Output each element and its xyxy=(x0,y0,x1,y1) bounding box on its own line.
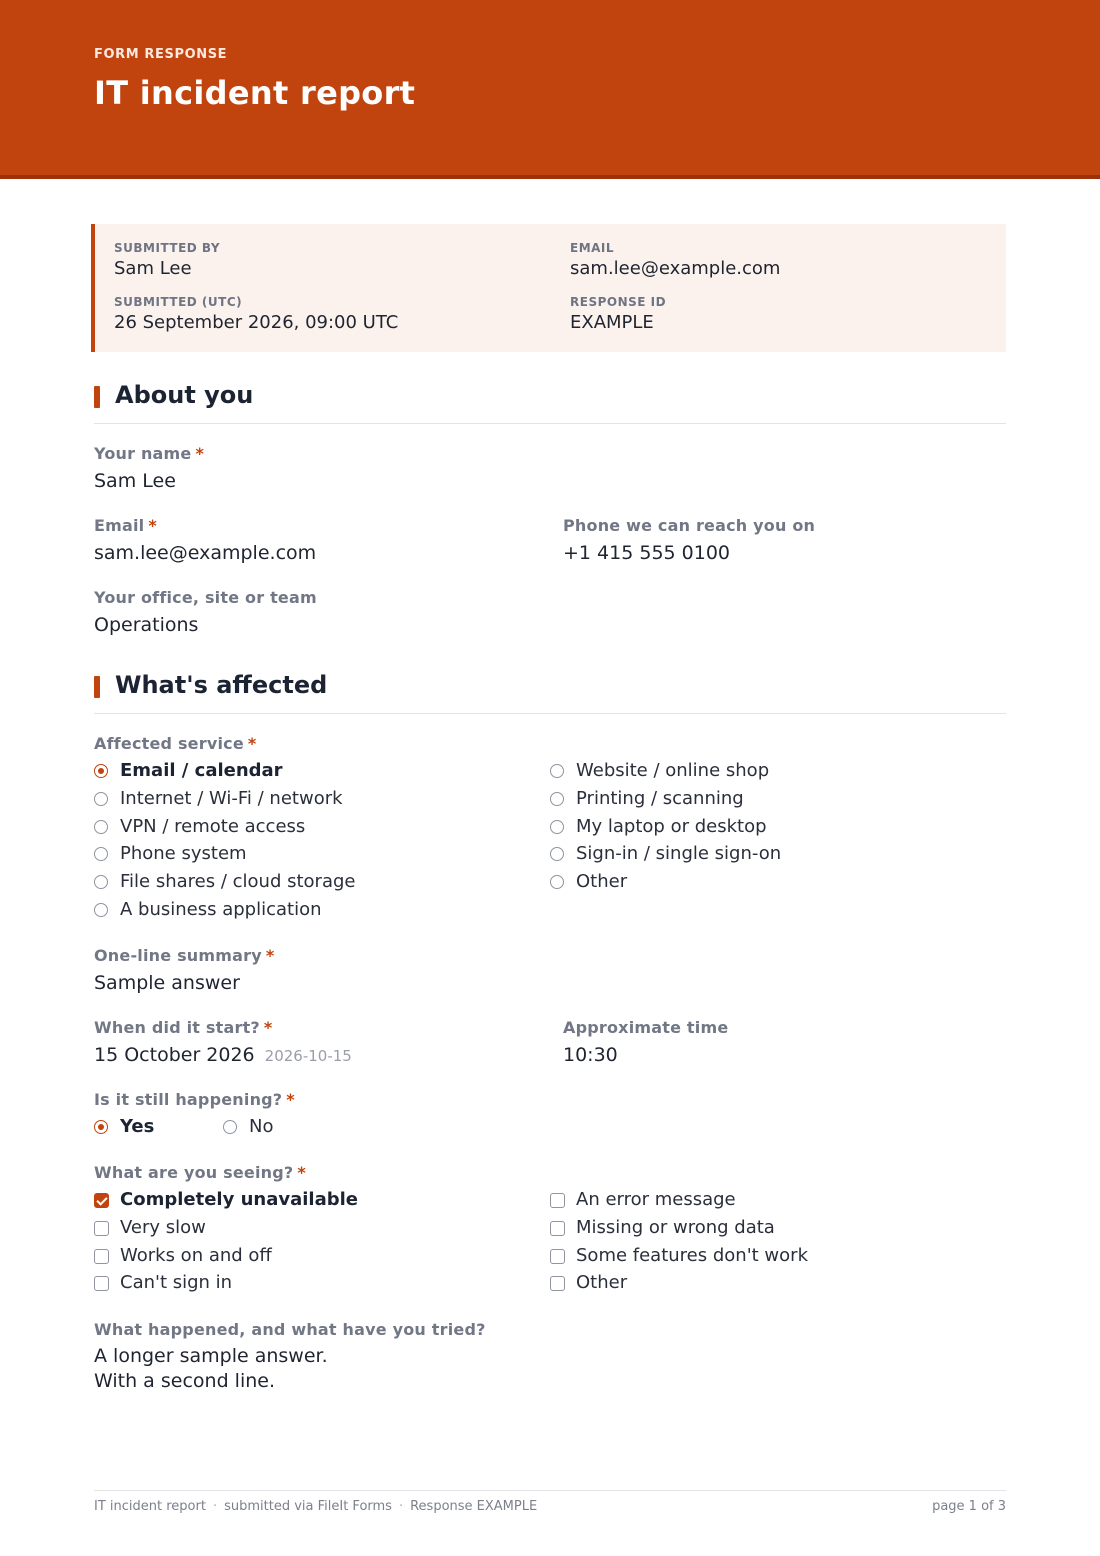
meta-email xyxy=(570,241,780,279)
details-line: A longer sample answer. xyxy=(94,1345,328,1367)
page-number: page 1 of 3 xyxy=(932,1499,1006,1514)
option-label: Yes xyxy=(120,1116,155,1137)
field-label xyxy=(94,1018,352,1037)
option-label: Other xyxy=(576,1272,628,1293)
meta-value: Sam Lee xyxy=(114,258,192,279)
option-label: Some features don't work xyxy=(576,1245,808,1266)
field-label: What happened, and what have you tried? xyxy=(94,1320,486,1339)
option-label: Other xyxy=(576,871,628,892)
header-eyebrow: FORM RESPONSE xyxy=(94,47,228,62)
field-label xyxy=(94,1090,295,1109)
field-value: Sam Lee xyxy=(94,470,176,492)
footer-response: Response EXAMPLE xyxy=(410,1499,538,1514)
option-label: Website / online shop xyxy=(576,760,770,781)
field-label-text: Your name xyxy=(94,444,192,463)
meta-submitted-time xyxy=(114,295,398,333)
radio-icon xyxy=(550,792,564,806)
required-mark: * xyxy=(247,734,257,753)
page-footer xyxy=(94,1490,1006,1514)
option-label: Can't sign in xyxy=(120,1272,233,1293)
field-label xyxy=(94,1163,306,1182)
option-label: VPN / remote access xyxy=(120,816,306,837)
field-value: 10:30 xyxy=(563,1044,618,1066)
footer-form-name: IT incident report xyxy=(94,1499,206,1514)
checkbox-icon xyxy=(94,1221,109,1236)
radio-icon xyxy=(223,1120,237,1134)
option-label: Internet / Wi-Fi / network xyxy=(120,788,343,809)
required-mark: * xyxy=(263,1018,273,1037)
field-label: Phone we can reach you on xyxy=(563,516,816,535)
option-label: Sign-in / single sign-on xyxy=(576,843,782,864)
section-about-you xyxy=(94,382,1006,424)
radio-selected-icon xyxy=(94,1120,108,1134)
meta-value: sam.lee@example.com xyxy=(570,258,781,279)
field-label xyxy=(94,516,316,535)
field-value: sam.lee@example.com xyxy=(94,542,317,564)
section-heading: About you xyxy=(115,381,254,409)
section-heading: What's affected xyxy=(115,671,328,699)
radio-icon xyxy=(94,792,108,806)
option-label: No xyxy=(249,1116,274,1137)
required-mark: * xyxy=(265,946,275,965)
details-line: With a second line. xyxy=(94,1370,275,1392)
field-value: Operations xyxy=(94,614,199,636)
required-mark: * xyxy=(148,516,157,535)
checkbox-checked-icon xyxy=(94,1193,109,1208)
field-summary xyxy=(94,946,274,994)
field-label-text: Email xyxy=(94,516,145,535)
field-what-seeing xyxy=(94,1163,306,1182)
field-label-text: One-line summary xyxy=(94,946,262,965)
option-label: Email / calendar xyxy=(120,760,283,781)
meta-response-id xyxy=(570,295,666,333)
required-mark: * xyxy=(297,1163,306,1182)
field-start-date xyxy=(94,1018,352,1066)
radio-icon xyxy=(94,820,108,834)
section-whats-affected xyxy=(94,672,1006,714)
meta-submitted-by xyxy=(114,241,220,279)
footer-separator: · xyxy=(212,1499,218,1514)
checkbox-icon xyxy=(550,1193,565,1208)
field-label-text: Affected service xyxy=(94,734,244,753)
radio-icon xyxy=(550,847,564,861)
field-label xyxy=(94,946,274,965)
radio-icon xyxy=(94,847,108,861)
field-value: Sample answer xyxy=(94,972,240,994)
meta-value: 26 September 2026, 09:00 UTC xyxy=(114,312,399,333)
radio-icon xyxy=(550,820,564,834)
field-value xyxy=(94,1044,352,1066)
field-label xyxy=(94,444,204,463)
option-label: Missing or wrong data xyxy=(576,1217,775,1238)
submission-meta xyxy=(91,224,1006,352)
meta-label: EMAIL xyxy=(570,241,615,255)
page-header xyxy=(0,0,1100,179)
section-accent-bar xyxy=(94,386,100,408)
field-phone xyxy=(563,516,815,564)
radio-selected-icon xyxy=(94,764,108,778)
field-value xyxy=(94,1344,486,1394)
checkbox-icon xyxy=(94,1276,109,1291)
radio-icon xyxy=(550,764,564,778)
checkbox-icon xyxy=(550,1221,565,1236)
option-label: Very slow xyxy=(120,1217,206,1238)
footer-separator: · xyxy=(398,1499,404,1514)
page-title: IT incident report xyxy=(94,74,416,112)
option-label: My laptop or desktop xyxy=(576,816,767,837)
meta-label: SUBMITTED BY xyxy=(114,241,221,255)
meta-label: RESPONSE ID xyxy=(570,295,667,309)
field-approx-time xyxy=(563,1018,728,1066)
field-label-text: When did it start? xyxy=(94,1018,260,1037)
field-your-name xyxy=(94,444,204,492)
option-label: Phone system xyxy=(120,843,247,864)
field-affected-service xyxy=(94,734,256,753)
option-label: Printing / scanning xyxy=(576,788,744,809)
date-iso: 2026-10-15 xyxy=(264,1047,352,1065)
field-label-text: Is it still happening? xyxy=(94,1090,283,1109)
footer-via: submitted via FileIt Forms xyxy=(224,1499,392,1514)
field-office xyxy=(94,588,317,636)
field-label: Approximate time xyxy=(563,1018,729,1037)
field-value: +1 415 555 0100 xyxy=(563,542,731,564)
option-label: An error message xyxy=(576,1189,736,1210)
option-label: A business application xyxy=(120,899,322,920)
required-mark: * xyxy=(286,1090,295,1109)
field-details xyxy=(94,1320,486,1394)
field-label-text: What are you seeing? xyxy=(94,1163,294,1182)
checkbox-icon xyxy=(94,1249,109,1264)
field-still-happening xyxy=(94,1090,295,1109)
radio-icon xyxy=(94,903,108,917)
radio-icon xyxy=(550,875,564,889)
required-mark: * xyxy=(195,444,205,463)
meta-label: SUBMITTED (UTC) xyxy=(114,295,243,309)
option-label: File shares / cloud storage xyxy=(120,871,356,892)
meta-value: EXAMPLE xyxy=(570,312,654,333)
field-label: Your office, site or team xyxy=(94,588,317,607)
field-label xyxy=(94,734,256,753)
checkbox-icon xyxy=(550,1249,565,1264)
field-email xyxy=(94,516,316,564)
option-label: Completely unavailable xyxy=(120,1189,358,1210)
section-accent-bar xyxy=(94,676,100,698)
option-label: Works on and off xyxy=(120,1245,272,1266)
radio-icon xyxy=(94,875,108,889)
checkbox-icon xyxy=(550,1276,565,1291)
date-value: 15 October 2026 xyxy=(94,1044,255,1066)
